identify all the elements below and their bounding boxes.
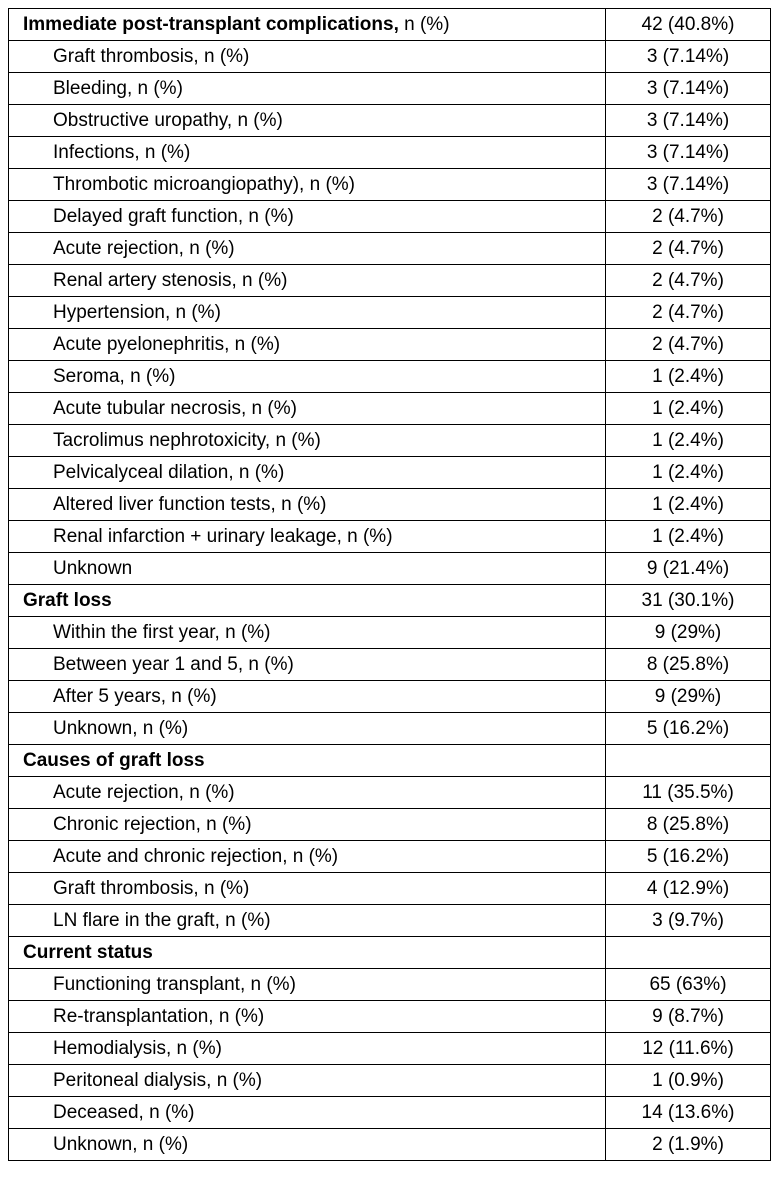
row-value: 1 (2.4%) bbox=[606, 489, 771, 521]
row-value: 2 (4.7%) bbox=[606, 297, 771, 329]
row-value: 2 (4.7%) bbox=[606, 265, 771, 297]
outcomes-table bbox=[8, 8, 771, 1161]
table-row bbox=[9, 681, 771, 713]
row-label: Infections, n (%) bbox=[9, 137, 606, 169]
row-label: Hypertension, n (%) bbox=[9, 297, 606, 329]
section-header-value bbox=[606, 745, 771, 777]
table-row bbox=[9, 457, 771, 489]
row-label: Between year 1 and 5, n (%) bbox=[9, 649, 606, 681]
row-value: 3 (7.14%) bbox=[606, 169, 771, 201]
row-label: Graft thrombosis, n (%) bbox=[9, 873, 606, 905]
row-value: 2 (4.7%) bbox=[606, 233, 771, 265]
row-label: Delayed graft function, n (%) bbox=[9, 201, 606, 233]
table-row bbox=[9, 105, 771, 137]
row-value: 2 (1.9%) bbox=[606, 1129, 771, 1161]
section-title: Immediate post-transplant complications, bbox=[23, 13, 399, 35]
row-value: 9 (8.7%) bbox=[606, 1001, 771, 1033]
row-value: 12 (11.6%) bbox=[606, 1033, 771, 1065]
section-title: Causes of graft loss bbox=[23, 749, 205, 771]
section-header-row bbox=[9, 937, 771, 969]
table-row bbox=[9, 1033, 771, 1065]
table-row bbox=[9, 1001, 771, 1033]
table-row bbox=[9, 1129, 771, 1161]
row-value: 3 (7.14%) bbox=[606, 73, 771, 105]
row-label: Hemodialysis, n (%) bbox=[9, 1033, 606, 1065]
row-value: 4 (12.9%) bbox=[606, 873, 771, 905]
table-row bbox=[9, 41, 771, 73]
section-header-row bbox=[9, 9, 771, 41]
table-row bbox=[9, 617, 771, 649]
section-header-label bbox=[9, 937, 606, 969]
section-header-value: 31 (30.1%) bbox=[606, 585, 771, 617]
table-row bbox=[9, 233, 771, 265]
row-value: 2 (4.7%) bbox=[606, 201, 771, 233]
row-label: Seroma, n (%) bbox=[9, 361, 606, 393]
row-value: 3 (7.14%) bbox=[606, 105, 771, 137]
table-row bbox=[9, 1097, 771, 1129]
row-label: Renal artery stenosis, n (%) bbox=[9, 265, 606, 297]
row-value: 14 (13.6%) bbox=[606, 1097, 771, 1129]
table-row bbox=[9, 649, 771, 681]
table-row bbox=[9, 521, 771, 553]
table-row bbox=[9, 809, 771, 841]
table-row bbox=[9, 265, 771, 297]
row-label: Unknown bbox=[9, 553, 606, 585]
row-value: 9 (29%) bbox=[606, 617, 771, 649]
row-label: Within the first year, n (%) bbox=[9, 617, 606, 649]
row-value: 65 (63%) bbox=[606, 969, 771, 1001]
table-row bbox=[9, 137, 771, 169]
section-header-value bbox=[606, 937, 771, 969]
row-value: 3 (7.14%) bbox=[606, 41, 771, 73]
row-label: Unknown, n (%) bbox=[9, 1129, 606, 1161]
row-label: Peritoneal dialysis, n (%) bbox=[9, 1065, 606, 1097]
row-label: Re-transplantation, n (%) bbox=[9, 1001, 606, 1033]
table-row bbox=[9, 297, 771, 329]
table-row bbox=[9, 361, 771, 393]
row-value: 1 (2.4%) bbox=[606, 425, 771, 457]
row-label: Graft thrombosis, n (%) bbox=[9, 41, 606, 73]
section-header-value: 42 (40.8%) bbox=[606, 9, 771, 41]
row-value: 3 (9.7%) bbox=[606, 905, 771, 937]
table-row bbox=[9, 489, 771, 521]
row-value: 9 (21.4%) bbox=[606, 553, 771, 585]
row-label: Acute tubular necrosis, n (%) bbox=[9, 393, 606, 425]
row-label: Deceased, n (%) bbox=[9, 1097, 606, 1129]
row-value: 1 (0.9%) bbox=[606, 1065, 771, 1097]
table-row bbox=[9, 905, 771, 937]
table-row bbox=[9, 553, 771, 585]
section-title: Graft loss bbox=[23, 589, 112, 611]
section-title: Current status bbox=[23, 941, 153, 963]
row-label: Thrombotic microangiopathy), n (%) bbox=[9, 169, 606, 201]
table-row bbox=[9, 969, 771, 1001]
section-header-label bbox=[9, 9, 606, 41]
row-label: Pelvicalyceal dilation, n (%) bbox=[9, 457, 606, 489]
table-row bbox=[9, 329, 771, 361]
row-label: Functioning transplant, n (%) bbox=[9, 969, 606, 1001]
row-value: 9 (29%) bbox=[606, 681, 771, 713]
row-label: Acute rejection, n (%) bbox=[9, 233, 606, 265]
row-label: Acute pyelonephritis, n (%) bbox=[9, 329, 606, 361]
table-row bbox=[9, 1065, 771, 1097]
table-row bbox=[9, 425, 771, 457]
row-label: Obstructive uropathy, n (%) bbox=[9, 105, 606, 137]
row-value: 8 (25.8%) bbox=[606, 649, 771, 681]
row-label: Altered liver function tests, n (%) bbox=[9, 489, 606, 521]
row-value: 2 (4.7%) bbox=[606, 329, 771, 361]
outcomes-table-body bbox=[9, 9, 771, 1161]
section-header-label bbox=[9, 745, 606, 777]
row-value: 5 (16.2%) bbox=[606, 841, 771, 873]
row-value: 3 (7.14%) bbox=[606, 137, 771, 169]
row-label: LN flare in the graft, n (%) bbox=[9, 905, 606, 937]
section-header-label bbox=[9, 585, 606, 617]
table-row bbox=[9, 393, 771, 425]
row-label: After 5 years, n (%) bbox=[9, 681, 606, 713]
row-value: 1 (2.4%) bbox=[606, 457, 771, 489]
row-value: 8 (25.8%) bbox=[606, 809, 771, 841]
row-label: Tacrolimus nephrotoxicity, n (%) bbox=[9, 425, 606, 457]
section-title-suffix: n (%) bbox=[398, 13, 450, 35]
row-label: Bleeding, n (%) bbox=[9, 73, 606, 105]
row-label: Chronic rejection, n (%) bbox=[9, 809, 606, 841]
row-label: Acute rejection, n (%) bbox=[9, 777, 606, 809]
table-row bbox=[9, 201, 771, 233]
table-row bbox=[9, 169, 771, 201]
row-value: 11 (35.5%) bbox=[606, 777, 771, 809]
table-row bbox=[9, 873, 771, 905]
section-header-row bbox=[9, 585, 771, 617]
row-value: 1 (2.4%) bbox=[606, 361, 771, 393]
row-label: Acute and chronic rejection, n (%) bbox=[9, 841, 606, 873]
row-label: Unknown, n (%) bbox=[9, 713, 606, 745]
row-value: 1 (2.4%) bbox=[606, 393, 771, 425]
row-value: 1 (2.4%) bbox=[606, 521, 771, 553]
row-label: Renal infarction + urinary leakage, n (%) bbox=[9, 521, 606, 553]
table-row bbox=[9, 777, 771, 809]
table-row bbox=[9, 713, 771, 745]
table-row bbox=[9, 841, 771, 873]
section-header-row bbox=[9, 745, 771, 777]
row-value: 5 (16.2%) bbox=[606, 713, 771, 745]
table-row bbox=[9, 73, 771, 105]
